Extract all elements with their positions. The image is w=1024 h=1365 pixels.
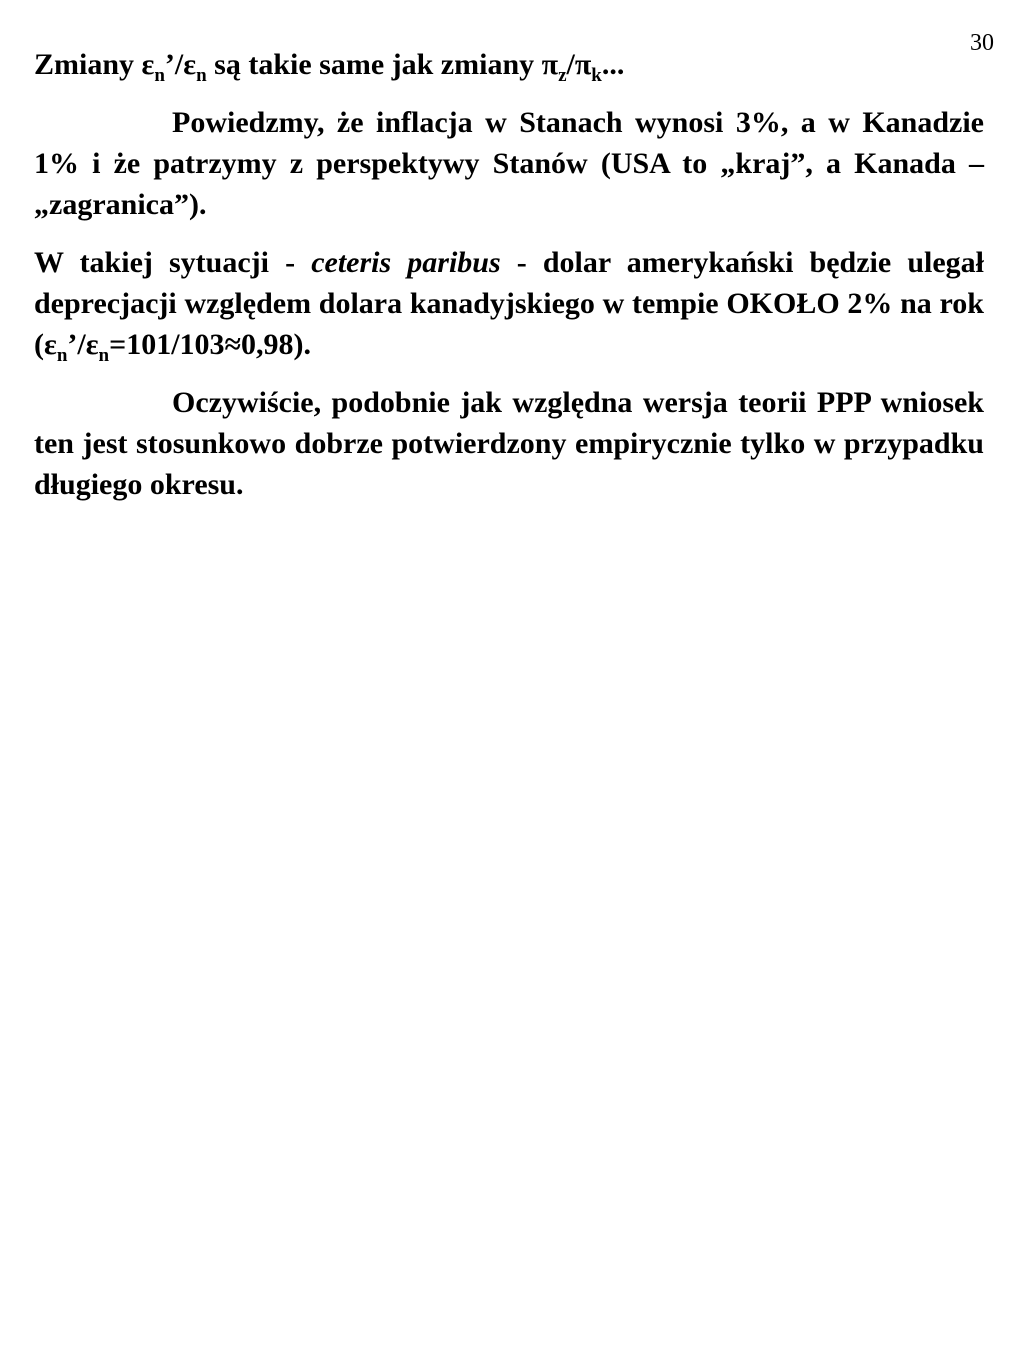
heading-line: Zmiany $\varepsilon_n’/\varepsilon_n$ są takie same jak zmiany $\pi_z/\pi_k$... bbox=[34, 48, 625, 86]
page-number: 30 bbox=[970, 30, 994, 56]
paragraph-conclusion: Oczywiście, podobnie jak względna wersja teorii PPP wniosek ten jest stosunkowo dobrze potwierdzony empirycznie tylko w przypadku długiego okresu. bbox=[34, 386, 984, 501]
paragraph-inflation: Powiedzmy, że inflacja w Stanach wynosi 3%, a w Kanadzie 1% i że patrzymy z perspektywy Stanów (USA to „kraj”, a Kanada – „zagranica”). bbox=[34, 106, 984, 221]
document-body bbox=[34, 44, 984, 505]
paragraph-depreciation: W takiej sytuacji - ceteris paribus - dolar amerykański będzie ulegał deprecjacji względem dolara kanadyjskiego w tempie OKOŁO 2% na rok $(\varepsilon_n’/\varepsilon_n=101/103\approx 0,98)$. bbox=[34, 246, 984, 366]
